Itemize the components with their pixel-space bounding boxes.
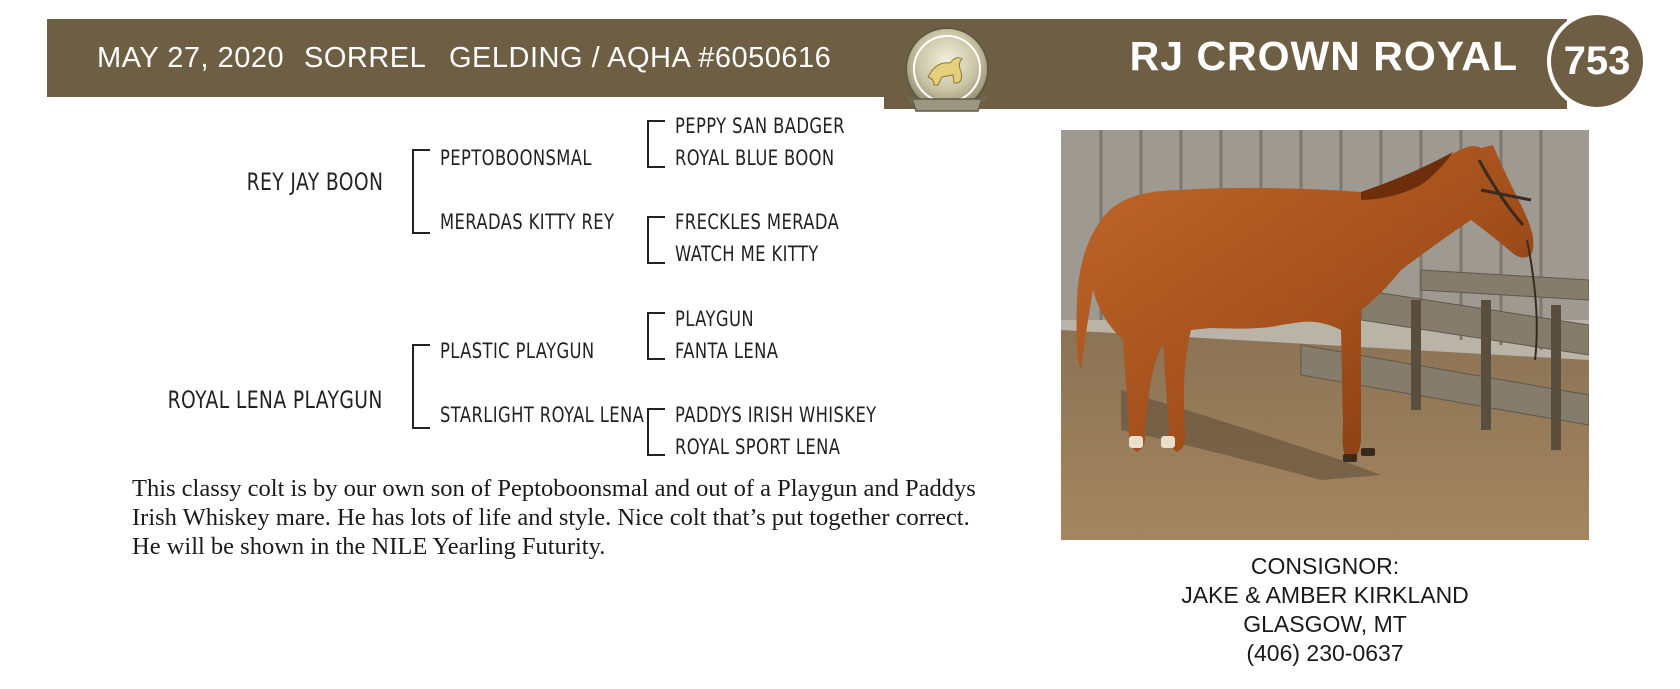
horse-description [132, 474, 1032, 561]
description-line: He will be shown in the NILE Yearling Futurity. [132, 533, 606, 560]
pedigree-sire-dam-dam: WATCH ME KITTY [675, 242, 819, 266]
consignor-phone: (406) 230-0637 [1246, 640, 1404, 666]
pedigree-sire-dam-sire: FRECKLES MERADA [675, 210, 840, 234]
lot-number: 753 [1563, 38, 1631, 83]
pedigree-dam-dam-sire: PADDYS IRISH WHISKEY [675, 403, 877, 427]
description-line: Irish Whiskey mare. He has lots of life and style. Nice colt that’s put together correct. [132, 504, 970, 531]
pedigree-bracket [647, 408, 665, 456]
pedigree-dam-sire-dam: FANTA LENA [675, 339, 779, 363]
pedigree-sire-sire: PEPTOBOONSMAL [440, 146, 592, 170]
description-line: This classy colt is by our own son of Peptoboonsmal and out of a Playgun and Paddys [132, 475, 976, 502]
pedigree-sire-sire-dam: ROYAL BLUE BOON [675, 146, 835, 170]
pedigree-dam-sire-sire: PLAYGUN [675, 307, 754, 331]
pedigree-bracket [647, 120, 665, 168]
horse-name: RJ CROWN ROYAL [1129, 33, 1518, 79]
pedigree-bracket [412, 344, 430, 429]
registration-info: GELDING / AQHA #6050616 [449, 42, 832, 74]
horse-photo [1061, 130, 1589, 540]
consignor-label: CONSIGNOR: [1250, 553, 1400, 579]
pedigree-dam-sire: PLASTIC PLAYGUN [440, 339, 595, 363]
pedigree-sire-dam: MERADAS KITTY REY [440, 210, 615, 234]
pedigree-dam: ROYAL LENA PLAYGUN [167, 386, 383, 414]
breeder-seal-icon [898, 25, 996, 123]
pedigree-dam-dam-dam: ROYAL SPORT LENA [675, 435, 841, 459]
horse-color: SORREL [304, 42, 427, 74]
pedigree-sire-sire-sire: PEPPY SAN BADGER [675, 114, 845, 138]
consignor-info [1130, 552, 1520, 668]
lot-number-badge [1547, 11, 1647, 111]
pedigree-bracket [412, 149, 430, 234]
pedigree-bracket [647, 312, 665, 360]
pedigree-sire: REY JAY BOON [246, 168, 383, 196]
pedigree-bracket [647, 216, 665, 264]
consignor-name: JAKE & AMBER KIRKLAND [1181, 582, 1469, 608]
foal-date: MAY 27, 2020 [97, 42, 285, 74]
pedigree-dam-dam: STARLIGHT ROYAL LENA [440, 403, 645, 427]
consignor-location: GLASGOW, MT [1243, 611, 1407, 637]
